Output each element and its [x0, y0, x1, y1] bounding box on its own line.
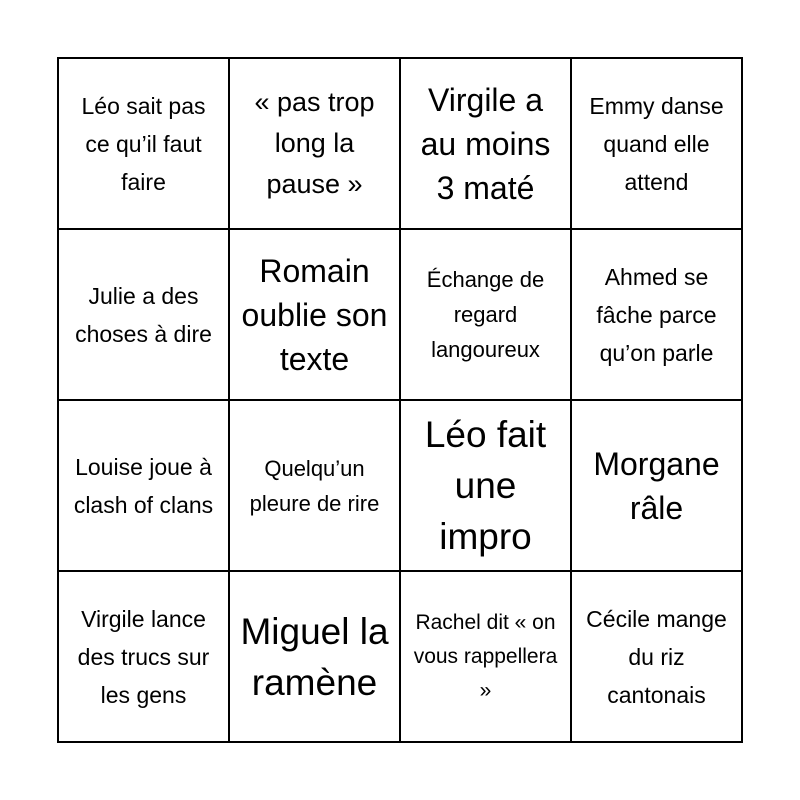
bingo-cell-r3c4[interactable]: [571, 400, 742, 571]
bingo-cell-r3c1[interactable]: [58, 400, 229, 571]
bingo-cell-r1c3[interactable]: [400, 58, 571, 229]
bingo-cell-text: Virgile lance des trucs sur les gens: [77, 605, 210, 708]
bingo-cell-r3c2[interactable]: [229, 400, 400, 571]
bingo-cell-text: Rachel dit « on vous rappellera »: [413, 610, 558, 702]
bingo-cell-text: Morgane râle: [593, 445, 720, 526]
bingo-cell-text: Léo fait une impro: [424, 414, 547, 557]
bingo-cell-r2c4[interactable]: [571, 229, 742, 400]
bingo-cell-text: Emmy danse quand elle attend: [589, 92, 724, 195]
bingo-cell-text: « pas trop long la pause »: [254, 87, 375, 199]
bingo-cell-r4c2[interactable]: [229, 571, 400, 742]
bingo-cell-r3c3[interactable]: [400, 400, 571, 571]
bingo-cell-r1c1[interactable]: [58, 58, 229, 229]
bingo-cell-r1c2[interactable]: [229, 58, 400, 229]
bingo-cell-text: Échange de regard langoureux: [426, 267, 545, 362]
bingo-cell-r2c1[interactable]: [58, 229, 229, 400]
bingo-cell-text: Cécile mange du riz cantonais: [586, 605, 727, 708]
bingo-cell-r2c2[interactable]: [229, 229, 400, 400]
bingo-cell-r4c1[interactable]: [58, 571, 229, 742]
bingo-cell-r4c3[interactable]: [400, 571, 571, 742]
bingo-cell-text: Louise joue à clash of clans: [73, 453, 214, 518]
bingo-cell-text: Julie a des choses à dire: [75, 282, 212, 347]
bingo-cell-text: Quelqu’un pleure de rire: [249, 455, 380, 516]
bingo-cell-r4c4[interactable]: [571, 571, 742, 742]
bingo-cell-r2c3[interactable]: [400, 229, 571, 400]
bingo-board: [57, 57, 743, 743]
bingo-cell-r1c4[interactable]: [571, 58, 742, 229]
bingo-cell-text: Léo sait pas ce qu’il faut faire: [81, 92, 206, 195]
bingo-cell-text: Romain oublie son texte: [241, 252, 388, 377]
bingo-cell-text: Miguel la ramène: [240, 610, 389, 703]
bingo-cell-text: Ahmed se fâche parce qu’on parle: [596, 263, 717, 366]
bingo-cell-text: Virgile a au moins 3 maté: [420, 81, 551, 206]
